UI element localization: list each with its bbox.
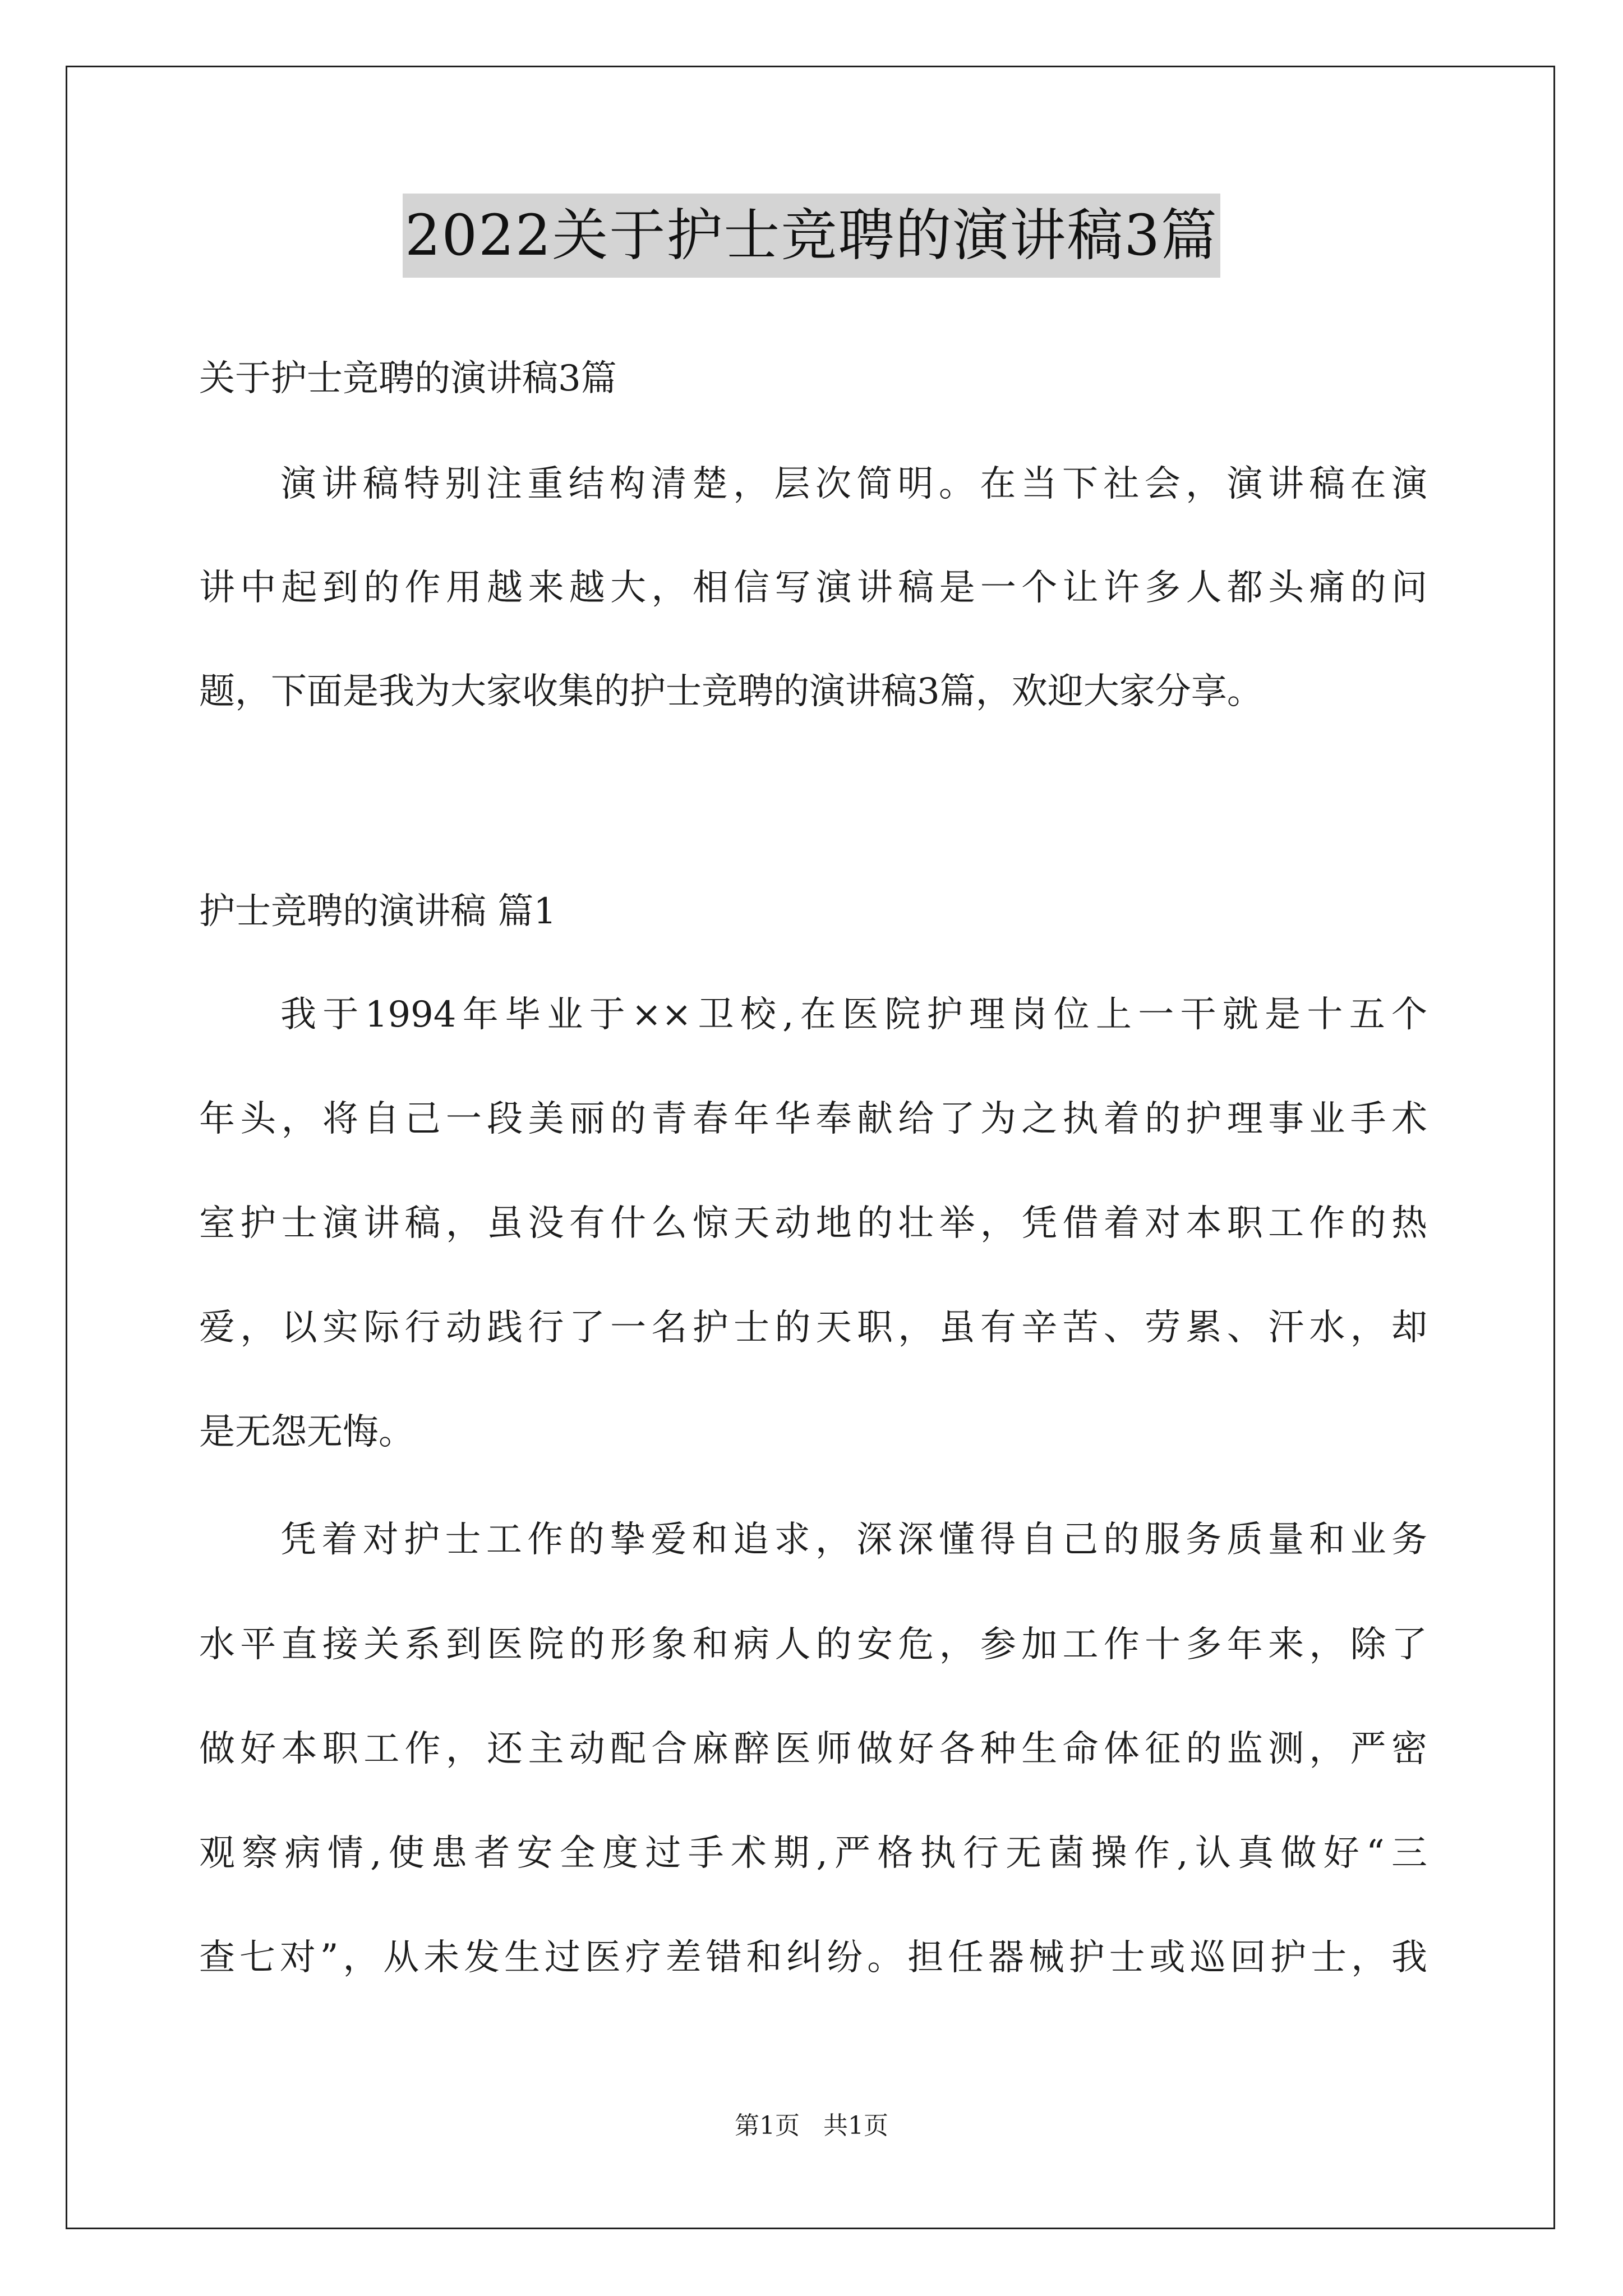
- intro-line-3: 题，下面是我为大家收集的护士竞聘的演讲稿3篇，欢迎大家分享。: [199, 671, 1263, 712]
- p1-line-3: 室护士演讲稿，虽没有什么惊天动地的壮举，凭借着对本职工作的热: [199, 1203, 1427, 1244]
- page-footer: 第1页 共1页: [735, 2111, 888, 2140]
- p1-line-5: 是无怨无悔。: [199, 1411, 414, 1453]
- title-container: [0, 194, 1623, 278]
- p2-line-3: 做好本职工作，还主动配合麻醉医师做好各种生命体征的监测，严密: [199, 1728, 1427, 1770]
- intro-line-1: 演讲稿特别注重结构清楚，层次简明。在当下社会，演讲稿在演: [280, 463, 1427, 505]
- section-heading: 护士竞聘的演讲稿 篇1: [199, 891, 557, 932]
- p2-line-4: 观察病情,使患者安全度过手术期,严格执行无菌操作,认真做好“三: [199, 1833, 1427, 1874]
- intro-line-2: 讲中起到的作用越来越大，相信写演讲稿是一个让许多人都头痛的问: [199, 567, 1427, 609]
- subtitle: 关于护士竞聘的演讲稿3篇: [199, 358, 617, 399]
- p2-line-1: 凭着对护士工作的挚爱和追求，深深懂得自己的服务质量和业务: [280, 1519, 1427, 1561]
- p2-line-2: 水平直接关系到医院的形象和病人的安危，参加工作十多年来，除了: [199, 1624, 1427, 1665]
- p1-line-1: 我于1994年毕业于××卫校,在医院护理岗位上一干就是十五个: [280, 994, 1427, 1036]
- p1-line-2: 年头，将自己一段美丽的青春年华奉献给了为之执着的护理事业手术: [199, 1098, 1427, 1140]
- p2-line-5: 查七对”，从未发生过医疗差错和纠纷。担任器械护士或巡回护士，我: [199, 1937, 1427, 1978]
- p1-line-4: 爱，以实际行动践行了一名护士的天职，虽有辛苦、劳累、汗水，却: [199, 1307, 1427, 1349]
- document-title: 2022关于护士竞聘的演讲稿3篇: [403, 194, 1220, 278]
